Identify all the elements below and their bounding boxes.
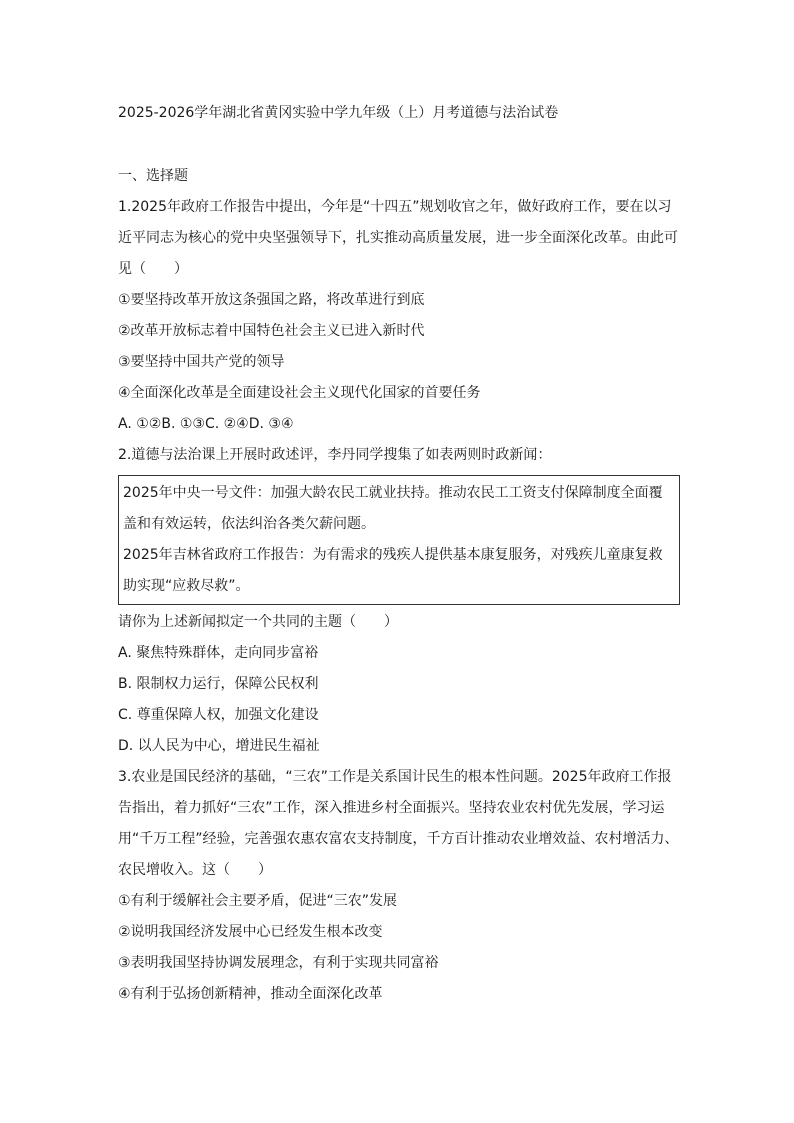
statement-item: ③要坚持中国共产党的领导	[118, 354, 285, 370]
statement-item: ①要坚持改革开放这条强国之路，将改革进行到底	[118, 292, 425, 308]
statement-item: ②改革开放标志着中国特色社会主义已进入新时代	[118, 323, 425, 339]
questions	[118, 192, 680, 1010]
statement-item: ②说明我国经济发展中心已经发生根本改变	[118, 924, 383, 940]
section-heading: 一、选择题	[118, 168, 188, 184]
news-box	[118, 475, 680, 605]
exam-title: 2025-2026学年湖北省黄冈实验中学九年级（上）月考道德与法治试卷	[118, 105, 559, 121]
question-1	[118, 192, 680, 440]
question-3	[118, 762, 680, 1010]
news-item: 2025年吉林省政府工作报告：为有需求的残疾人提供基本康复服务，对残疾儿童康复救助实现“应救尽救”。	[123, 547, 663, 594]
question-prompt: 请你为上述新闻拟定一个共同的主题（ ）	[118, 614, 398, 630]
news-item: 2025年中央一号文件：加强大龄农民工就业扶持。推动农民工工资支付保障制度全面覆盖和有效运转，依法纠治各类欠薪问题。	[123, 485, 663, 532]
answer-option: B. 限制权力运行，保障公民权利	[118, 676, 319, 692]
answer-option: D. 以人民为中心，增进民生福祉	[118, 738, 320, 754]
statement-item: ①有利于缓解社会主要矛盾，促进“三农”发展	[118, 893, 398, 909]
question-stem: 1.2025年政府工作报告中提出，今年是“十四五”规划收官之年，做好政府工作，要在以习近平同志为核心的党中央坚强领导下，扎实推动高质量发展，进一步全面深化改革。由此可见（ ）	[118, 199, 678, 277]
answer-options: A. ①②B. ①③C. ②④D. ③④	[118, 416, 294, 432]
answer-option: C. 尊重保障人权，加强文化建设	[118, 707, 319, 723]
answer-option: A. 聚焦特殊群体，走向同步富裕	[118, 645, 319, 661]
statement-item: ③表明我国坚持协调发展理念，有利于实现共同富裕	[118, 955, 439, 971]
statement-item: ④有利于弘扬创新精神，推动全面深化改革	[118, 986, 383, 1002]
statement-item: ④全面深化改革是全面建设社会主义现代化国家的首要任务	[118, 385, 481, 401]
question-stem: 3.农业是国民经济的基础，“三农”工作是关系国计民生的根本性问题。2025年政府工作报告指出，着力抓好“三农”工作，深入推进乡村全面振兴。坚持农业农村优先发展，学习运用“千万工程”经验，完善强农惠农富农支持制度，千方百计推动农业增效益、农村增活力、农民增收入。这（ ）	[118, 769, 679, 878]
question-2	[118, 440, 680, 762]
question-stem: 2.道德与法治课上开展时政述评，李丹同学搜集了如表两则时政新闻：	[118, 447, 552, 463]
